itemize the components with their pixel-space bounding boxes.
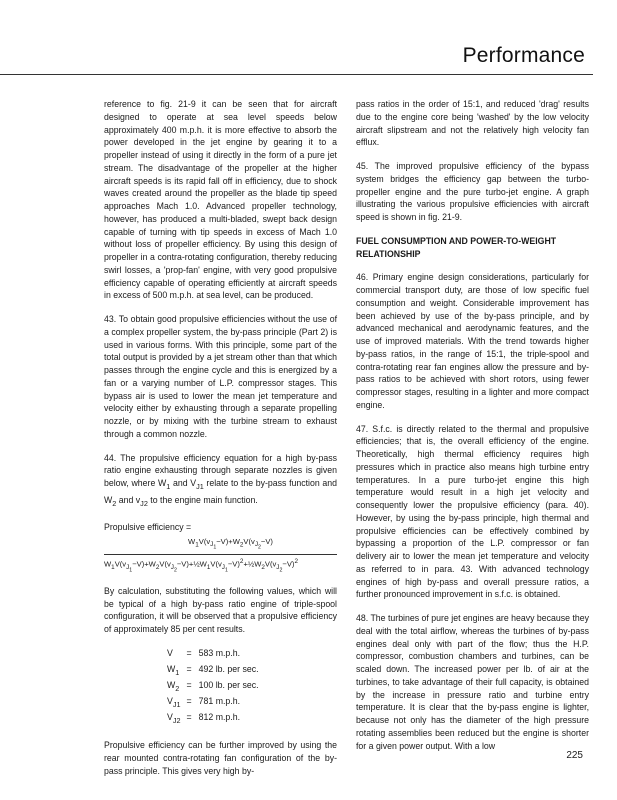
paragraph-48: 48. The turbines of pure jet engines are heavy because they deal with the total airflow, whereas the turbines of by-pass engines deal only with part of the flow; thus the H.P. compressor, combustion chambers and turbines, can be scaled down. The increased power per lb. of air at the turbines, to take advantage of their full capacity, is obtained by the increase in pressure ratio and turbine entry temperature. It is clear that the by-pass engine is lighter, because not only has the diameter of the high pressure rotating assemblies been reduced but the engine is shorter for a given power output. With a low (356, 613, 589, 751)
paragraph-45: 45. The improved propulsive efficiency of the bypass system bridges the efficiency gap between the turbo-propeller engine and the pure turbo-jet engine. A graph illustrating the various propulsive efficiencies with aircraft speed is shown in fig. 21-9. (356, 161, 589, 222)
propulsive-efficiency-label: Propulsive efficiency = (104, 522, 192, 532)
header-divider (0, 74, 593, 75)
formula-denominator: $W_1V(v_{J_1}-V)+W_2V(v_{J_2}-V)+\frac{1}{2}W_1V(v_{J_1}-V)^2+\frac{1}{2}W_2V(v_{J_2}-V)^2$ (104, 554, 337, 576)
paragraph-44: 44. The propulsive efficiency equation for a high by-pass ratio engine exhausting through separate nozzles is given below, where $W_1$ and $V_{J1}$ relate to the by-pass function and $W_2$ and $v_{J2}$ to the engine main function. (104, 452, 337, 508)
value-row: V = 583 m.p.h. (167, 647, 241, 658)
page-title: Performance (462, 44, 585, 67)
value-row: $W_1$ = 492 lb. per sec. (167, 663, 259, 677)
propulsive-efficiency-formula (104, 536, 337, 576)
values-table (167, 647, 262, 727)
section-heading: FUEL CONSUMPTION AND POWER-TO-WEIGHT RELATIONSHIP (356, 235, 557, 259)
paragraph-continued: pass ratios in the order of 15:1, and reduced 'drag' results due to the engine core being 'washed' by the low velocity aircraft slipstream and not the relatively high velocity fan efflux. (356, 99, 589, 148)
right-column (356, 98, 589, 763)
formula-numerator: $W_1V(v_{J_1}-V)+W_2V(v_{J_2}-V)$ (188, 536, 273, 551)
paragraph-43: 43. To obtain good propulsive efficiencies without the use of a complex propeller system, the by-pass principle (Part 2) is used in various forms. With this principle, some part of the total output is provided by a jet stream other than that which passes through the engine cycle and this is energized by a fan or a varying number of L.P. compressor stages. This bypass air is used to lower the mean jet temperature and velocity either by exhausting through a separate propelling nozzle, or by mixing with the turbine stream to exhaust through a common nozzle. (104, 314, 337, 439)
paragraph-46: 46. Primary engine design considerations, particularly for commercial transport duty, are those of low specific fuel consumption and weight. Considerable improvement has been achieved by use of the by-pass principle, and by advanced mechanical and aerodynamic features, and the use of improved materials. With the trend towards higher by-pass ratios, in the range of 15:1, the triple-spool and contra-rotating rear fan engines allow the pressure and by-pass ratios to be achieved with short rotors, using fewer compressor stages, resulting in a lighter and more compact engine. (356, 272, 589, 410)
left-column (104, 98, 337, 788)
paragraph-47: 47. S.f.c. is directly related to the thermal and propulsive efficiencies; that is, the overall efficiency of the engine. Theoretically, high thermal efficiency requires high pressures which in practice also means high turbine entry temperatures. In a pure turbo-jet engine this high temperature would result in a high jet velocity and consequently lower the propulsive efficiency (para. 40). However, by using the by-pass principle, high thermal and propulsive efficiencies can be effectively combined by bypassing a proportion of the L.P. compressor or fan delivery air to lower the mean jet temperature and velocity as referred to in para. 43. With advanced technology engines of high by-pass and overall pressure ratios, a further pronounced improvement in s.f.c. is obtained. (356, 423, 589, 600)
paragraph-final: Propulsive efficiency can be further improved by using the rear mounted contra-rotating fan configuration of the by-pass principle. This gives very high by- (104, 740, 337, 776)
value-row: $W_2$ = 100 lb. per sec. (167, 679, 259, 693)
page-number: 225 (566, 750, 583, 761)
paragraph-continuation: reference to fig. 21-9 it can be seen that for aircraft designed to operate at sea level speeds below approximately 400 m.p.h. it is more effective to absorb the power developed in the jet engine by gearing it to a propeller instead of using it directly in the form of a pure jet stream. The disadvantage of the propeller at the higher aircraft speeds is its rapid fall off in efficiency, due to shock waves created around the propeller as the blade tip speed approaches Mach 1.0. Advanced propeller technology, however, has produced a multi-bladed, swept back design capable of turning with tip speeds in excess of Mach 1.0 without loss of propeller efficiency. By using this design of propeller in a contra-rotating configuration, thereby reducing swirl losses, a 'prop-fan' engine, with very good propulsive efficiency capable of operating efficiently at aircraft speeds in excess of 500 m.p.h. at sea level, can be produced. (104, 99, 337, 301)
value-row: $V_{J1}$ = 781 m.p.h. (167, 695, 241, 709)
paragraph-calculation: By calculation, substituting the following values, which will be typical of a high by-pass ratio engine of triple-spool configuration, it will be observed that a propulsive efficiency of approximately 85 per cent results. (104, 585, 337, 635)
value-row: $V_{J2}$ = 812 m.p.h. (167, 712, 241, 725)
